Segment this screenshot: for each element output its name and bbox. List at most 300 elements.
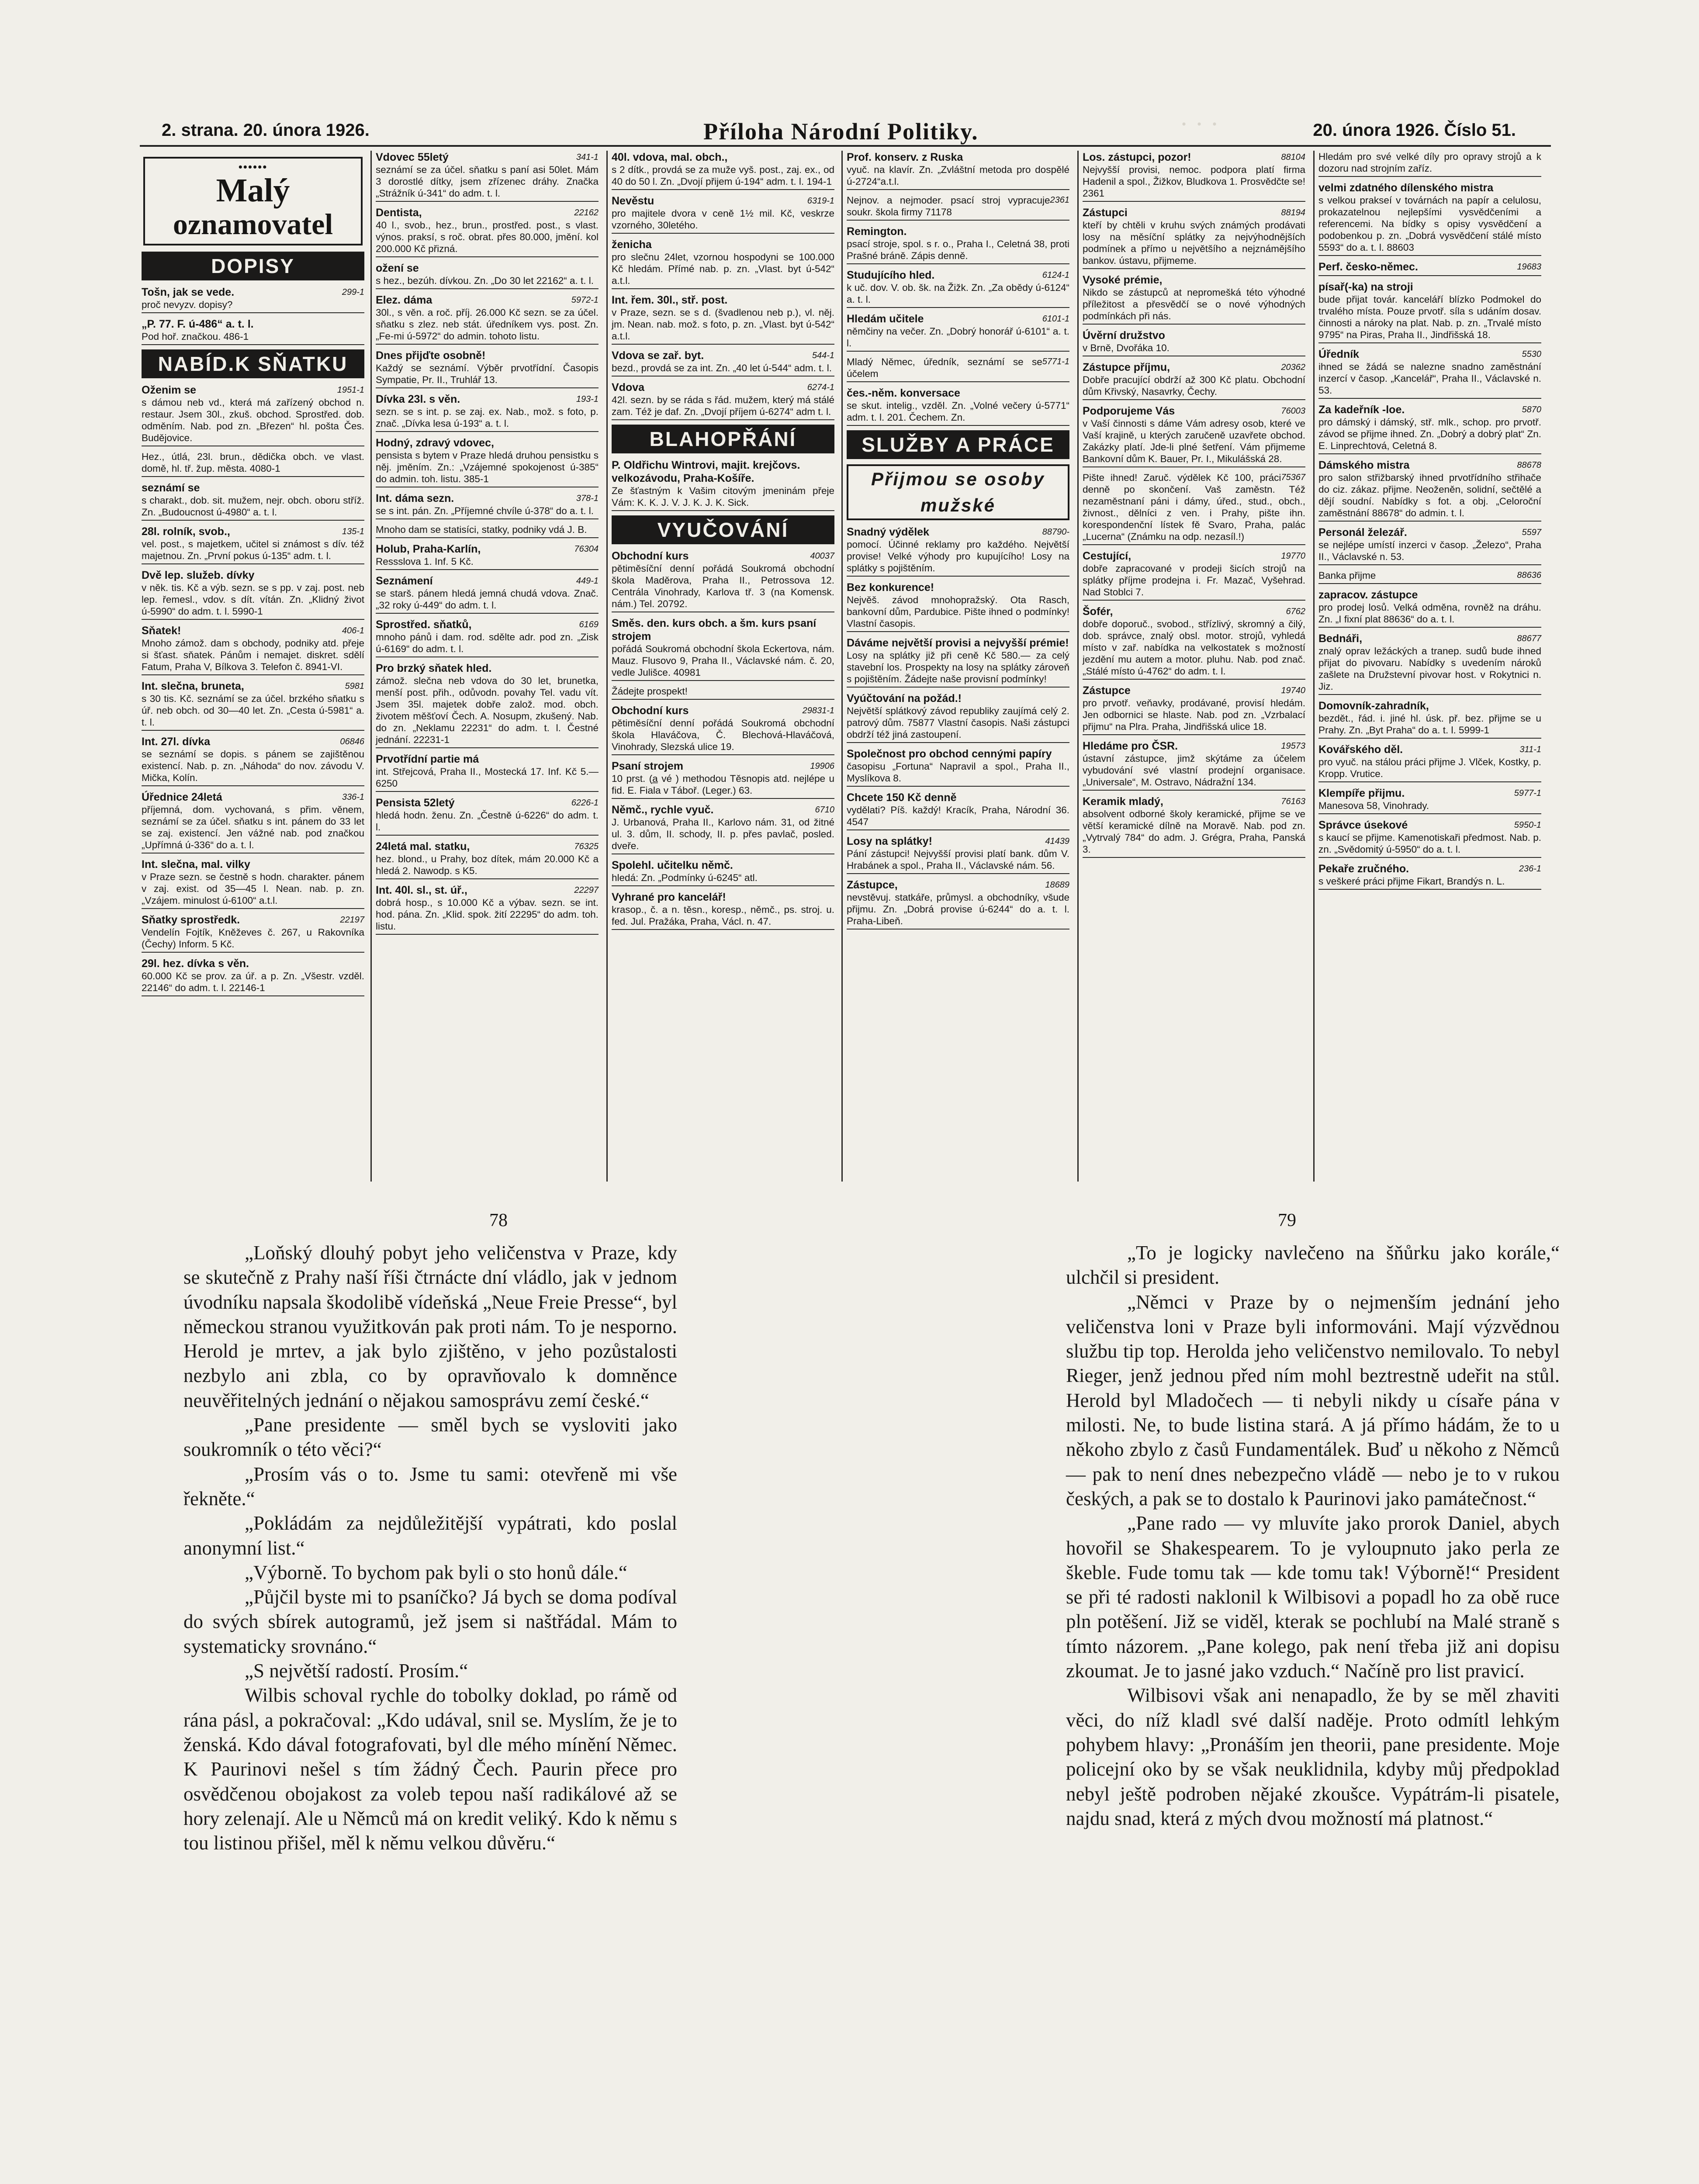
story-paragraph: „Němci v Praze by o nejmenším jednání jeho veličenstva loni v Praze byli informováni. Mají výzvědnou službu tip top. Herolda jeho veličenstvo nemilovalo. To nebyl Rieger, jenž jednou před ním mohl beztrestně udeřit na stůl. Herold byl Mladočech — ti nebyli nikdy u císaře pána v milosti. Ne, to bude listina stará. A já přímo hádám, že to u někoho zbylo z časů Fundamentálek. Buď u někoho z Němců — pak to není dnes nebezpečno vládě — nebo je to v rukou českých, a pak se to dostalo k Paurinovi jako památečnost.“ (1066, 1291, 1560, 1510)
ad-body-text: Ze šťastným k Vašim citovým jmeninám přeje Vám: K. K. J. V. J. K. J. K. Sick. (612, 485, 834, 508)
classified-ad (1083, 404, 1305, 467)
classified-ad (847, 151, 1069, 190)
ad-headline (612, 349, 834, 362)
ad-code: 449-1 (576, 576, 599, 586)
ad-body (1318, 294, 1541, 341)
classified-ad (1083, 472, 1305, 545)
ad-body-text: 10 prst. (a̲ vé ) methodou Těsnopis atd. nejlépe u fid. E. Fiala v Táboř. (Leger.) 63. (612, 773, 834, 796)
ad-headline (1083, 740, 1305, 753)
story-paragraph: „Pane rado — vy mluvíte jako prorok Daniel, abych hovořil se Shakespearem. To je vyloupnuto jako perla ze škeble. Fude tomu tak — kde tomu tak! Výborně!“ President se při té radosti naklonil k Wilbisovi a popadl ho za obě ruce pln potěšení. Již se viděl, kterak se pochlubí na Malé straně s tímto názorem. „Pane kolego, pak není třeba již ani dopisu zkoumat. Je to jasné jako vzduch.“ Načíně pro list pravicí. (1066, 1512, 1560, 1682)
classified-ad (847, 312, 1069, 352)
ad-body-text: Mnoho dam se statisíci, statky, podniky vdá J. B. (376, 524, 587, 535)
ad-headline (612, 704, 834, 717)
ad-code: 41439 (1045, 836, 1069, 846)
ad-body (847, 594, 1069, 629)
ad-headline (847, 878, 1069, 892)
classified-ad (1083, 361, 1305, 400)
classified-ad (142, 913, 364, 953)
ad-code: 6124-1 (1042, 270, 1069, 280)
ad-headline-text: Dnes přijďte osobně! (376, 349, 486, 362)
ad-headline (612, 859, 834, 872)
ad-body-text: s kaucí se přijme. Kamenotiskaři předmost. Nab. p. zn. „Svědomitý ú-5950“ do a. t. l. (1318, 832, 1541, 855)
column-divider (1313, 151, 1315, 1182)
ad-code: 6710 (815, 805, 834, 815)
ad-headline (376, 618, 599, 631)
classified-ad (376, 492, 599, 519)
ad-code: 06846 (340, 737, 364, 746)
ad-headline-text: Int. slečna, bruneta, (142, 680, 244, 692)
ad-headline-text: Klempíře přijmu. (1318, 787, 1405, 799)
ad-body-text: příjemná, dom. vychovaná, s přim. věnem, seznámí se za účel. sňatku s int. pánem do 33 let se zaj. existencí. Jen vážné nab. pod značkou „Upřímná ú-336“ do a. t. l. (142, 804, 364, 850)
ad-headline-text: Úřednice 24letá (142, 791, 222, 803)
ad-headline (1083, 684, 1305, 697)
ad-headline (612, 891, 834, 904)
ad-body-text: J. Urbanová, Praha II., Karlovo nám. 31, od žitné ul. 3. dům, II. schody, II. p. přes pavlač, posled. dveře. (612, 817, 834, 851)
ad-headline-text: Int. 40l. sl., st. úř., (376, 884, 467, 896)
ad-headline (142, 384, 364, 397)
ad-headline-text: písař(-ka) na stroji (1318, 281, 1413, 293)
classified-ad (847, 356, 1069, 382)
classified-ad (612, 151, 834, 190)
ad-headline (142, 318, 364, 331)
ad-headline (376, 294, 599, 307)
ad-body-text: dobrá hosp., s 10.000 Kč a výbav. sezn. se int. hod. pána. Zn. „Klid. spok. žití 22295“ do adm. toh. listu. (376, 897, 599, 932)
ad-body (612, 643, 834, 678)
ad-code: 5977-1 (1514, 788, 1541, 798)
ad-body (612, 773, 834, 796)
ad-headline (1083, 329, 1305, 342)
ad-code: 135-1 (342, 527, 364, 536)
ad-body-text: int. Střejcová, Praha II., Mostecká 17. Inf. Kč 5.—6250 (376, 766, 599, 789)
ad-headline (376, 393, 599, 406)
ad-body-text: Žádejte prospekt! (612, 686, 688, 697)
ad-headline (142, 569, 364, 582)
ad-headline-text: 28l. rolník, svob., (142, 525, 230, 538)
ad-headline (1083, 549, 1305, 563)
ad-headline-text: Oženim se (142, 384, 197, 396)
column-divider (606, 151, 608, 1182)
ad-headline-text: Dvě lep. služeb. dívky (142, 569, 255, 581)
classified-ad (142, 481, 364, 521)
ad-headline-text: Int. řem. 30l., stř. post. (612, 294, 728, 306)
ad-body (142, 451, 364, 474)
ad-headline (376, 884, 599, 897)
ad-code: 5771-1 (1042, 357, 1069, 366)
ad-headline (376, 206, 599, 219)
ad-body (142, 970, 364, 994)
ad-body (847, 325, 1069, 349)
classified-ad (376, 884, 599, 935)
classified-ad (612, 194, 834, 234)
ad-body (142, 538, 364, 562)
ad-body (1318, 601, 1541, 625)
ad-headline-text: Cestující, (1083, 550, 1132, 562)
section-heading: BLAHOPŘÁNÍ (612, 425, 834, 453)
ad-body-text: dobře zapracované v prodeji šicích strojů na splátky příjme prodejna i. Fr. Mazač, Vyšehrad. Nad Stoblci 7. (1083, 563, 1305, 598)
ad-body (612, 872, 834, 884)
ad-body (142, 871, 364, 906)
ad-headline (376, 151, 599, 164)
ad-body (142, 926, 364, 950)
subsection-heading: Přijmou se osoby mužské (847, 464, 1069, 520)
ad-body (376, 275, 599, 287)
classified-ad (847, 387, 1069, 426)
classified-ad (847, 835, 1069, 874)
story-column-right (1066, 1241, 1560, 1831)
classified-ad (1083, 684, 1305, 735)
masthead-line-1: Malý (216, 172, 290, 209)
ad-body-text: Pište ihned! Zaruč. výdělek Kč 100, práci denně po skončení. Vaš zaměstn. Též nezaměstnaní páni i dámy, úřed., stud., obch., živnost., dělníci z ven. i Prahy, pište ihn. korespondenční lístek fě Svaro, Praha, palác „Lucerna“ (Známku na odp. nezasíl.!) (1083, 472, 1305, 542)
ad-headline-text: Bednáři, (1318, 632, 1363, 645)
ad-headline (142, 680, 364, 693)
ad-code: 1951-1 (337, 385, 364, 395)
classified-ad (376, 524, 599, 538)
classified-ad (612, 617, 834, 681)
ad-body-text: němčiny na večer. Zn. „Dobrý honorář ú-6101“ a. t. l. (847, 326, 1069, 349)
ad-headline (612, 238, 834, 251)
ad-body (612, 816, 834, 852)
ad-headline (1318, 632, 1541, 645)
ad-headline (612, 381, 834, 394)
ad-headline-text: Dentista, (376, 207, 422, 219)
ad-headline-text: zapracov. zástupce (1318, 589, 1418, 601)
ad-body (847, 650, 1069, 685)
classified-ad (612, 294, 834, 345)
ad-headline (1318, 862, 1541, 875)
ad-headline-text: Společnost pro obchod cennými papíry (847, 748, 1052, 760)
classified-ad (847, 194, 1069, 221)
story-paragraph: „Půjčil byste mi to psaníčko? Já bych se doma podíval do svých sbírek autogramů, jež jsem si naštřádal. Mám to systematicky srovnáno.“ (183, 1586, 677, 1657)
classified-column-2 (374, 151, 600, 1182)
ad-headline-text: Pro brzký sňatek hled. (376, 662, 492, 674)
ad-body-text: časopisu „Fortuna“ Napravil a spol., Praha II., Myslíkova 8. (847, 761, 1069, 784)
classified-ad (376, 436, 599, 487)
ad-body-text: pensista s bytem v Praze hledá druhou pensistku s něj. jměním. Zn.: „Vzájemné spokojenost ú-385“ do admin. toh. listu. 385-1 (376, 450, 599, 484)
ad-body-text: kteří by chtěli v kruhu svých známých prodávati losy na měsíční splátky za nejvýhodnějších podmínek a přímo u největšího a nejznámějšího bankov. ústavu, přijmeme. (1083, 220, 1305, 266)
ad-body (847, 238, 1069, 262)
ad-headline (376, 543, 599, 556)
ad-headline (847, 791, 1069, 804)
ad-code: 378-1 (576, 494, 599, 503)
classified-ad (1318, 819, 1541, 858)
ad-body-text: Vendelín Fojtík, Kněževes č. 267, u Rakovníka (Čechy) Inform. 5 Kč. (142, 927, 364, 950)
ad-headline (1318, 403, 1541, 416)
ad-headline (1318, 348, 1541, 361)
ad-headline-text: Los. zástupci, pozor! (1083, 151, 1191, 163)
classified-ad (142, 451, 364, 477)
ad-headline (612, 760, 834, 773)
ad-headline-text: Dívka 23l. s věn. (376, 393, 460, 405)
classified-ad (847, 225, 1069, 264)
ad-body-text: pro vyuč. na stálou práci přijme J. Vlček, Kostky, p. Kropp. Vrutice. (1318, 757, 1541, 779)
ad-headline (612, 294, 834, 307)
classified-ad (1318, 280, 1541, 343)
column-divider (841, 151, 843, 1182)
ad-body (847, 705, 1069, 740)
classified-ad (612, 549, 834, 612)
story-paragraph: „To je logicky navlečeno na šňůrku jako korále,“ ulchčil si president. (1066, 1242, 1560, 1289)
ad-body-text: ústavní zástupce, jimž skýtáme za účelem vybudování své vlastní prodejní organisace. „Universale“, M. Ostravo, Nádražní 134. (1083, 753, 1305, 788)
ad-body-text: bezdět., řád. i. jiné hl. úsk. př. bez. přijme se u Prahy. Zn. „Byt Praha“ do a. t. l. 5999-1 (1318, 713, 1541, 736)
ad-headline-text: Holub, Praha-Karlín, (376, 543, 481, 555)
ad-headline-text: Spolehl. učitelku němč. (612, 859, 733, 871)
ad-body-text: v něk. tis. Kč a výb. sezn. se s pp. v zaj. post. neb lep. řemesl., vdov. s dít. vítán. Zn. „Klidný život ú-5990“ do adm. t. l. 5990-1 (142, 582, 364, 617)
ad-body (1083, 753, 1305, 788)
classified-ad (142, 735, 364, 786)
ad-body (612, 685, 834, 697)
ad-code: 5870 (1522, 405, 1541, 415)
ad-body-text: v Praze, sezn. se s d. (švadlenou neb p.), vl. něj. jm. Nean. nab. mož. s foto, p. zn. „Vlast. byt ú-542“ a.t.l. (612, 307, 834, 342)
ad-body (1083, 342, 1305, 354)
classified-column-1 (140, 151, 366, 1182)
story-paragraph: „Pane presidente — směl bych se vysloviti jako soukromník o této věci?“ (183, 1414, 677, 1461)
ad-body (612, 207, 834, 231)
classified-ad (612, 238, 834, 289)
ad-code: 406-1 (342, 626, 364, 636)
ad-headline-text: Zástupce, (847, 879, 898, 891)
ad-headline (612, 549, 834, 563)
classified-ad (1083, 795, 1305, 858)
ad-code: 19770 (1281, 551, 1305, 561)
ad-body-text: bude přijat továr. kanceláří blízko Podmokel do trvalého místa. Pouze prvotř. síla s udáním dosav. činnosti a nároky na plat. Nab. p. zn. „Trvalé místo 9795“ na Piras, Praha II., Jindřišská 18. (1318, 294, 1541, 340)
ad-body-text: Nejvěš. závod mnohopražský. Ota Rasch, bankovní dům, Pardubice. Pište ihned o podmínky! Vlastní časopis. (847, 594, 1069, 629)
page-header (162, 117, 1516, 143)
ad-body-text: sezn. se s int. p. se zaj. ex. Nab., mož. s foto, p. znač. „Dívka lesa ú-193“ a. t. l. (376, 406, 599, 429)
classified-ad (142, 318, 364, 345)
ad-headline (1318, 588, 1541, 601)
ad-headline (376, 796, 599, 809)
ad-headline (1083, 206, 1305, 219)
ad-headline-text: Sňatek! (142, 625, 181, 637)
ad-body (1083, 418, 1305, 465)
ad-body-text: s velkou prakseí v továrnách na papír a celulosu, prokazatelnou nejlepšími vysvědčeními a referencemi. Na bídky s opisy vysvědčení a podobenkou p. zn. „Dobrá vysvědčení stálé místo 5593“ do a. t. l. 88603 (1318, 195, 1541, 253)
ad-headline-text: Obchodní kurs (612, 550, 689, 562)
ad-code: 336-1 (342, 792, 364, 802)
ad-code: 6169 (579, 620, 599, 629)
ad-headline (142, 624, 364, 637)
ad-body-text: Mladý Němec, úředník, seznámí se se účelem (847, 356, 1042, 379)
ad-body-text: vyuč. na klavír. Zn. „Zvláštní metoda pro dospělé ú-2724“a.t.l. (847, 164, 1069, 187)
ad-body (1318, 756, 1541, 780)
classified-ad (612, 704, 834, 755)
ad-body (376, 449, 599, 485)
classified-ad (376, 206, 599, 257)
ad-headline-text: Vysoké prémie, (1083, 274, 1163, 286)
ad-headline-text: Studujícího hled. (847, 269, 935, 281)
ad-headline (1318, 459, 1541, 472)
classified-ad (142, 569, 364, 620)
page-number-left: 78 (489, 1210, 508, 1230)
classified-ad (1318, 459, 1541, 522)
ad-body (1083, 697, 1305, 733)
ad-headline (612, 151, 834, 164)
ad-body-text: v Brně, Dvořáka 10. (1083, 342, 1170, 353)
ad-body-text: s dámou neb vd., která má zařízený obchod n. restaur. Jsem 30l., zkuš. obchod. Sprostřed. dob. odměním. Nab. pod zn. „Březen“ hl. pošta Čes. Budějovice. (142, 397, 364, 443)
ad-headline-text: ženicha (612, 238, 652, 251)
classified-grid (140, 151, 1551, 1182)
ad-body-text: ihned se žádá se nalezne snadno zaměstnání inzercí v časop. „Kancelář“, Praha II., Václavské n. 53. (1318, 361, 1541, 396)
ad-headline-text: 40l. vdova, mal. obch., (612, 151, 728, 163)
classified-ad (1083, 206, 1305, 269)
ad-code: 22297 (574, 885, 599, 895)
ad-headline (1083, 404, 1305, 418)
classified-ad (142, 680, 364, 731)
ad-headline (1318, 699, 1541, 712)
ad-headline (376, 492, 599, 505)
classified-ad (376, 574, 599, 614)
ad-body-text: Hez., útlá, 23l. brun., dědička obch. ve vlast. domě, hl. tř. žup. města. 4080-1 (142, 451, 364, 474)
ad-body (376, 587, 599, 611)
ad-body (1318, 151, 1541, 174)
section-heading: VYUČOVÁNÍ (612, 515, 834, 544)
ad-headline-text: Losy na splátky! (847, 835, 932, 847)
ad-body-text: vydělati? Píš. každý! Kracík, Praha, Národní 36. 4547 (847, 805, 1069, 827)
ad-headline (847, 525, 1069, 539)
ad-code: 18689 (1045, 880, 1069, 890)
ad-headline (1318, 787, 1541, 800)
classified-ad (847, 692, 1069, 743)
ad-headline-text: P. Oldřichu Wintrovi, majit. krejčovs. velkozávodu, Praha-Košíře. (612, 459, 800, 484)
classified-ad (1083, 151, 1305, 202)
ad-body (612, 362, 834, 374)
classified-ad (1318, 632, 1541, 695)
ad-code: 6101-1 (1042, 314, 1069, 324)
classified-ad (1318, 260, 1541, 276)
classified-ad (1318, 743, 1541, 782)
ad-code: 88194 (1281, 208, 1305, 218)
classified-ad (1318, 787, 1541, 814)
ad-headline (612, 459, 834, 485)
classified-ad (612, 760, 834, 799)
ad-body-text: seznámí se za účel. sňatku s paní asi 50let. Mám 3 dorostlé dítky, jsem zřízenec dráhy. Značka „Strážník ú-341“ do adm. t. l. (376, 164, 599, 199)
ad-body-text: s veškeré práci přijme Fikart, Brandýs n. L. (1318, 876, 1505, 887)
ad-headline-text: Seznámení (376, 575, 433, 587)
classified-ad (1083, 329, 1305, 356)
ad-headline-text: Psaní strojem (612, 760, 683, 772)
ad-headline (612, 617, 834, 643)
classified-ad (376, 294, 599, 345)
ad-body-text: hledá: Zn. „Podmínky ú-6245“ atl. (612, 872, 758, 883)
ad-body-text: pětiměsíční denní pořádá Soukromá obchodní škola Maděrova, Praha II., Petrossova 12. Centrála Vinohrady, Karlova tř. 3 (na Komensk. nám.) Tel. 20792. (612, 563, 834, 609)
ad-headline-text: Elez. dáma (376, 294, 433, 306)
ad-body-text: pro slečnu 24let, vzornou hospodyni se 100.000 Kč hledám. Přímé nab. p. zn. „Vlast. byt ú-542“ a.t.l. (612, 252, 834, 286)
ad-body (847, 804, 1069, 828)
ad-headline (847, 225, 1069, 238)
classified-ad (376, 796, 599, 836)
ad-headline (847, 747, 1069, 760)
ad-body (376, 631, 599, 655)
ad-body (376, 406, 599, 429)
ad-body-text: nevstěvuj. statkáře, průmysl. a obchodníky, všude přijmu. Zn. „Dobrá provise ú-6244“ do a. t. l. Praha-Libeň. (847, 892, 1069, 926)
ad-body (142, 331, 364, 342)
ad-headline-text: Personál železář. (1318, 526, 1407, 539)
ad-body (847, 282, 1069, 305)
ad-code: 341-1 (576, 152, 599, 162)
ad-body (1318, 645, 1541, 692)
ad-code: 88677 (1517, 634, 1541, 643)
ad-headline-text: Šofér, (1083, 605, 1113, 618)
story-paragraph: „S největší radostí. Prosím.“ (245, 1660, 468, 1682)
ad-code: 19683 (1517, 262, 1541, 272)
ad-headline (142, 913, 364, 926)
ad-headline-text: ožení se (376, 262, 419, 274)
ad-headline-text: čes.-něm. konversace (847, 387, 960, 399)
ad-body (1083, 164, 1305, 199)
ad-code: 76304 (574, 544, 599, 554)
ad-body (1318, 800, 1541, 812)
ad-headline-text: Snadný výdělek (847, 526, 929, 538)
ad-body-text: absolvent odborné školy keramické, přijme se ve větší keramické dílně na Moravě. Nab. pod zn. „Vytrvalý 784“ do adm. J. Grégra, Praha, Panská 3. (1083, 809, 1305, 855)
ad-headline-text: 29l. hez. dívka s věn. (142, 957, 249, 970)
classified-ad (1318, 348, 1541, 399)
classified-ad (1318, 862, 1541, 890)
ad-body-text: vel. post., s majetkem, učitel si známost s dív. též majetnou. Zn. „První pokus ú-135“ adm. t. l. (142, 539, 364, 561)
classified-ad (376, 262, 599, 289)
ad-body (376, 524, 599, 536)
ad-body (376, 164, 599, 199)
ad-headline-text: Vyhrané pro kancelář! (612, 891, 726, 903)
ad-body-text: pro prodej losů. Velká odměna, rovněž na dráhu. Zn. „I fixní plat 88636“ do a. t. l. (1318, 602, 1541, 625)
ad-body (612, 717, 834, 753)
classifieds-masthead (143, 157, 363, 245)
classified-column-6 (1317, 151, 1543, 1182)
ad-body-text: dobře doporuč., svobod., střízlivý, skromný a čilý, dob. správce, znalý obsl. motor. strojů, vyhledá místo v zař. nabídka na velkostatek s možností jezdění mu autem a motor. pluhu. Nab. pod znač. „Stálé místo ú-4762“ do adm. t. l. (1083, 619, 1305, 677)
ad-body (1083, 219, 1305, 266)
ad-headline-text: Úvěrní družstvo (1083, 329, 1165, 342)
ad-body-text: k uč. dov. V. ob. šk. na Žižk. Zn. „Za obědy ú-6124“ a. t. l. (847, 282, 1069, 305)
classified-ad (142, 791, 364, 854)
story-paragraph: „Loňský dlouhý pobyt jeho veličenstva v Praze, kdy se skutečně z Prahy naší říši čtrnácte dní vládlo, jak v jednom úvodníku napsala škodolibě vídeňská „Neue Freie Presse“, byl německou stranou využitkován pak proti nám. To je nesporno. Herold je mrtev, a jak bylo zjištěno, v jeho pozůstalosti nezbylo ani zbla, co by opravňovalo k domněnce neuvěřitelných jednání o nějakou samosprávu zemí české.“ (183, 1242, 677, 1411)
ad-headline (847, 636, 1069, 650)
ad-body (1083, 808, 1305, 855)
classified-ad (1083, 273, 1305, 325)
ad-headline-text: Hledám učitele (847, 313, 924, 325)
section-heading: SLUŽBY A PRÁCE (847, 430, 1069, 459)
masthead-line-2: oznamovatel (173, 207, 333, 241)
ad-body (847, 164, 1069, 187)
ad-body-text: pětiměsíční denní pořádá Soukromá obchodní škola Hlaváčova, Č. Blechová-Hlaváčová, Vinohrady, Slezská ulice 19. (612, 718, 834, 752)
story-paragraph: „Pokládám za nejdůležitější vypátrati, kdo poslal anonymní list.“ (183, 1512, 677, 1559)
ad-headline (1318, 280, 1541, 294)
ad-code: 2361 (1050, 195, 1069, 205)
classified-ad (142, 286, 364, 313)
story-paragraph: „Výborně. To bychom pak byli o sto honů dále.“ (245, 1561, 627, 1583)
classified-ad (376, 543, 599, 570)
ad-headline-text: Obchodní kurs (612, 705, 689, 717)
ad-body-text: Každý se seznámí. Výběr prvotřídní. Časopis Sympatie, Pr. II., Truhlář 13. (376, 363, 599, 385)
ad-body (847, 539, 1069, 574)
ad-body (1083, 472, 1305, 543)
ad-body (376, 505, 599, 517)
ad-code: 22162 (574, 208, 599, 218)
ad-headline-text: Remington. (847, 225, 907, 238)
ad-body-text: psací stroje, spol. s r. o., Praha I., Celetná 38, proti Prašné bráně. Zápis denně. (847, 238, 1069, 261)
ad-body-text: pro salon střižbarský ihned prvotřídního střihače do ciz. zákaz. přijme. Neoženěn, solidní, sečtělé a dějí soudní. Nabídky s fot. a obj. „Celoroční zaměstnání 88678“ do admin. t. l. (1318, 472, 1541, 518)
story-column-left (183, 1241, 677, 1855)
header-rule (140, 145, 1551, 147)
ad-code: 193-1 (576, 394, 599, 404)
ad-headline-text: Sňatky sprostředk. (142, 914, 240, 926)
ad-headline (376, 349, 599, 362)
ad-headline (142, 957, 364, 970)
classified-ad (847, 878, 1069, 930)
ad-code: 6226-1 (571, 798, 599, 808)
ad-headline-text: Podporujeme Vás (1083, 405, 1175, 417)
classified-ad (142, 624, 364, 675)
ad-headline (376, 262, 599, 275)
page-number-right: 79 (1278, 1210, 1296, 1230)
classified-ad (847, 581, 1069, 632)
